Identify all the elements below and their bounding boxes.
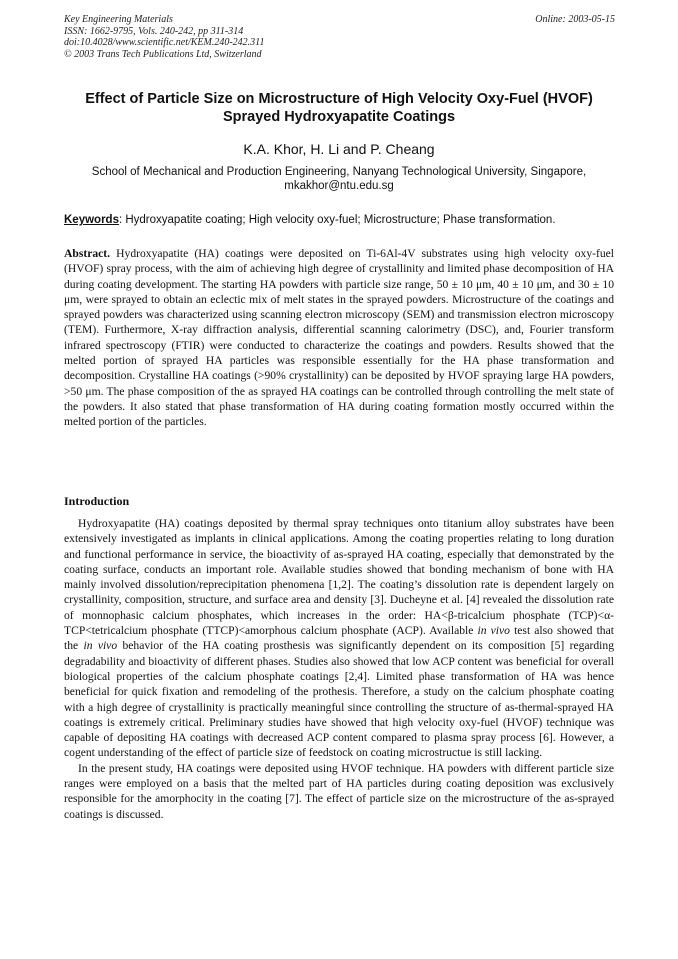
affiliation: School of Mechanical and Production Engineering, Nanyang Technological University, Singapore, [91,166,587,178]
intro-p1-part-c: behavior of the HA coating prosthesis was significantly dependent on its composition [5] regarding degradability and bioactivity of different phases. Studies also showed that low ACP content was beneficial for overall biological properties of the calcium phosphate coatings [2,4]. Limited phase transformation of HA was hence beneficial for quick fixation and remodeling of the prothesis. Therefore, a study on the calcium phosphate coating with a high degree of crystallinity is practically meaningful since controlling the structure of as-thermal-sprayed HA coatings is extremely critical. Preliminary studies have showed that high velocity oxy-fuel (HVOF) technique was capable of depositing HA coatings with decreased ACP content compared to plasma spray process [6]. However, a cogent understanding of the effect of particle size of feedstock on coating microstructue is still lacking. [64,639,615,760]
introduction-heading: Introduction [64,494,130,508]
in-vivo-italic-2: in vivo [83,639,118,653]
copyright-line: © 2003 Trans Tech Publications Ltd, Switzerland [64,48,262,60]
journal-header [64,14,264,60]
introduction-body [64,516,614,822]
author-email: mkakhor@ntu.edu.sg [284,180,394,192]
affiliation-block [64,165,614,193]
author-list: K.A. Khor, H. Li and P. Cheang [243,141,435,157]
in-vivo-italic-1: in vivo [477,624,510,638]
paper-title: Effect of Particle Size on Microstructure of High Velocity Oxy-Fuel (HVOF) Sprayed Hydroxyapatite Coatings [85,91,593,125]
intro-p1-part-b: test also showed that the [64,624,614,653]
online-date: Online: 2003-05-15 [535,14,615,25]
abstract-label: Abstract. [64,247,111,260]
doi-line: doi:10.4028/www.scientific.net/KEM.240-242.311 [64,37,265,48]
intro-paragraph-1 [64,516,614,761]
intro-p1-part-a: Hydroxyapatite (HA) coatings deposited by thermal spray techniques onto titanium alloy substrates have been extensively investigated as implants in clinical applications. Among the coating properties relating to long duration and functional performance in service, the bioactivity of as-sprayed HA coating, especially that demonstrated by the coating surface, conducts an important role. Available studies showed that bonding mechanism of bone with HA mainly involved dissolution/reprecipitation phenomena [1,2]. The coating’s dissolution rate is dependent largely on crystallinity, composition, structure, and surface area and density [3]. Ducheyne et al. [4] revealed the dissolution rate of monnophasic calcium phosphates, which increases in the order: HA<β-tricalcium phosphate (TCP)<α-TCP<tetricalcium phosphate (TTCP)<amorphous calcium phosphate (ACP). Available [64,517,614,638]
keywords-text: Hydroxyapatite coating; High velocity oxy-fuel; Microstructure; Phase transformation. [125,214,556,226]
intro-paragraph-2: In the present study, HA coatings were deposited using HVOF technique. HA powders with different particle size ranges were employed on a basis that the melted part of HA particles during coating deposition was exclusively responsible for the amorphocity in the coating [7]. The effect of particle size on the microstructure of the as-sprayed coatings is discussed. [64,761,614,821]
abstract-paragraph [64,246,614,430]
keywords-label: Keywords [64,214,119,226]
issn-line: ISSN: 1662-9795, Vols. 240-242, pp 311-314 [64,25,244,37]
abstract-text: Hydroxyapatite (HA) coatings were deposited on Ti-6Al-4V substrates using high velocity oxy-fuel (HVOF) spray process, with the aim of achieving high degree of crystallinity and limited phase decomposition of HA during coating development. The starting HA powders with particle size range, 50 ± 10 μm, 40 ± 10 μm, and 30 ± 10 μm, were sprayed to obtain an eclectic mix of melt states in the sprayed powders. Microstructure of the coatings and sprayed powders was characterized using scanning electron microscopy (SEM) and transmission electron microscopy (TEM). Furthermore, X-ray diffraction analysis, differential scanning calorimetry (DSC), and, Fourier transform infrared spectroscopy (FTIR) were conducted to characterize the coatings and powders. Results showed that the melted portion of sprayed HA particles was responsible essentially for the HA phase transformation and decomposition. Crystalline HA coatings (>90% crystallinity) can be deposited by HVOF spraying large HA powders, >50 μm. The phase composition of the as sprayed HA coatings can be controlled through controlling the melt state of the powders. It also stated that phase transformation of HA during coating formation mostly occurred within the melted portion of the particles. [64,247,614,429]
journal-name: Key Engineering Materials [64,14,173,25]
keywords-colon: : [118,214,126,226]
keywords-line [64,214,614,226]
